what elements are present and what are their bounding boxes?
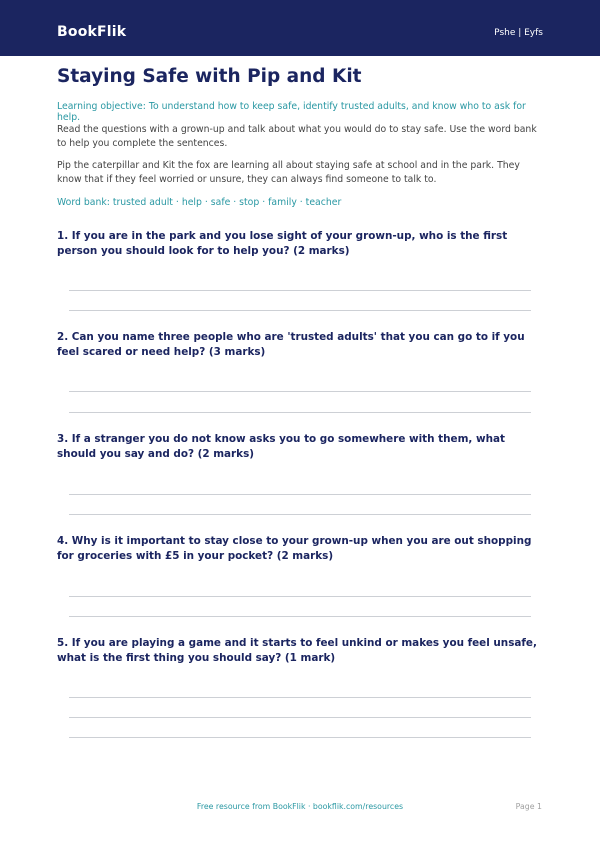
page-number: Page 1 (515, 802, 542, 811)
answer-line[interactable] (69, 391, 531, 392)
story-paragraph: Pip the caterpillar and Kit the fox are learning all about staying safe at school and in the park. They know that if they feel worried or unsure, they can always find someone to talk to. (57, 160, 520, 185)
answer-line[interactable] (69, 514, 531, 515)
question-2: 2. Can you name three people who are 'trusted adults' that you can go to if you feel scared or need help? (3 marks) (57, 331, 525, 358)
header-bar (0, 0, 600, 56)
answer-line[interactable] (69, 412, 531, 413)
page-title: Staying Safe with Pip and Kit (57, 66, 362, 87)
word-bank: Word bank: trusted adult · help · safe · stop · family · teacher (57, 197, 342, 208)
answer-line[interactable] (69, 310, 531, 311)
answer-line[interactable] (69, 494, 531, 495)
question-1: 1. If you are in the park and you lose sight of your grown-up, who is the first person you should look for to help you? (2 marks) (57, 230, 508, 257)
answer-line[interactable] (69, 290, 531, 291)
learning-objective: Learning objective: To understand how to keep safe, identify trusted adults, and know who to ask for help. (57, 101, 526, 123)
question-5: 5. If you are playing a game and it starts to feel unkind or makes you feel unsafe, what is the first thing you should say? (1 mark) (57, 637, 537, 664)
answer-line[interactable] (69, 737, 531, 738)
subject-label: Pshe | Eyfs (494, 28, 543, 38)
question-3: 3. If a stranger you do not know asks you to go somewhere with them, what should you say and do? (2 marks) (57, 433, 505, 460)
question-4: 4. Why is it important to stay close to your grown-up when you are out shopping for groceries with £5 in your pocket? (2 marks) (57, 535, 532, 562)
answer-line[interactable] (69, 596, 531, 597)
footer-link[interactable]: Free resource from BookFlik · bookflik.com/resources (196, 802, 404, 811)
answer-line[interactable] (69, 616, 531, 617)
answer-line[interactable] (69, 717, 531, 718)
brand-logo[interactable]: BookFlik (57, 24, 127, 40)
intro-paragraph: Read the questions with a grown-up and talk about what you would do to stay safe. Use the word bank to help you complete the sentences. (57, 124, 537, 149)
answer-line[interactable] (69, 697, 531, 698)
